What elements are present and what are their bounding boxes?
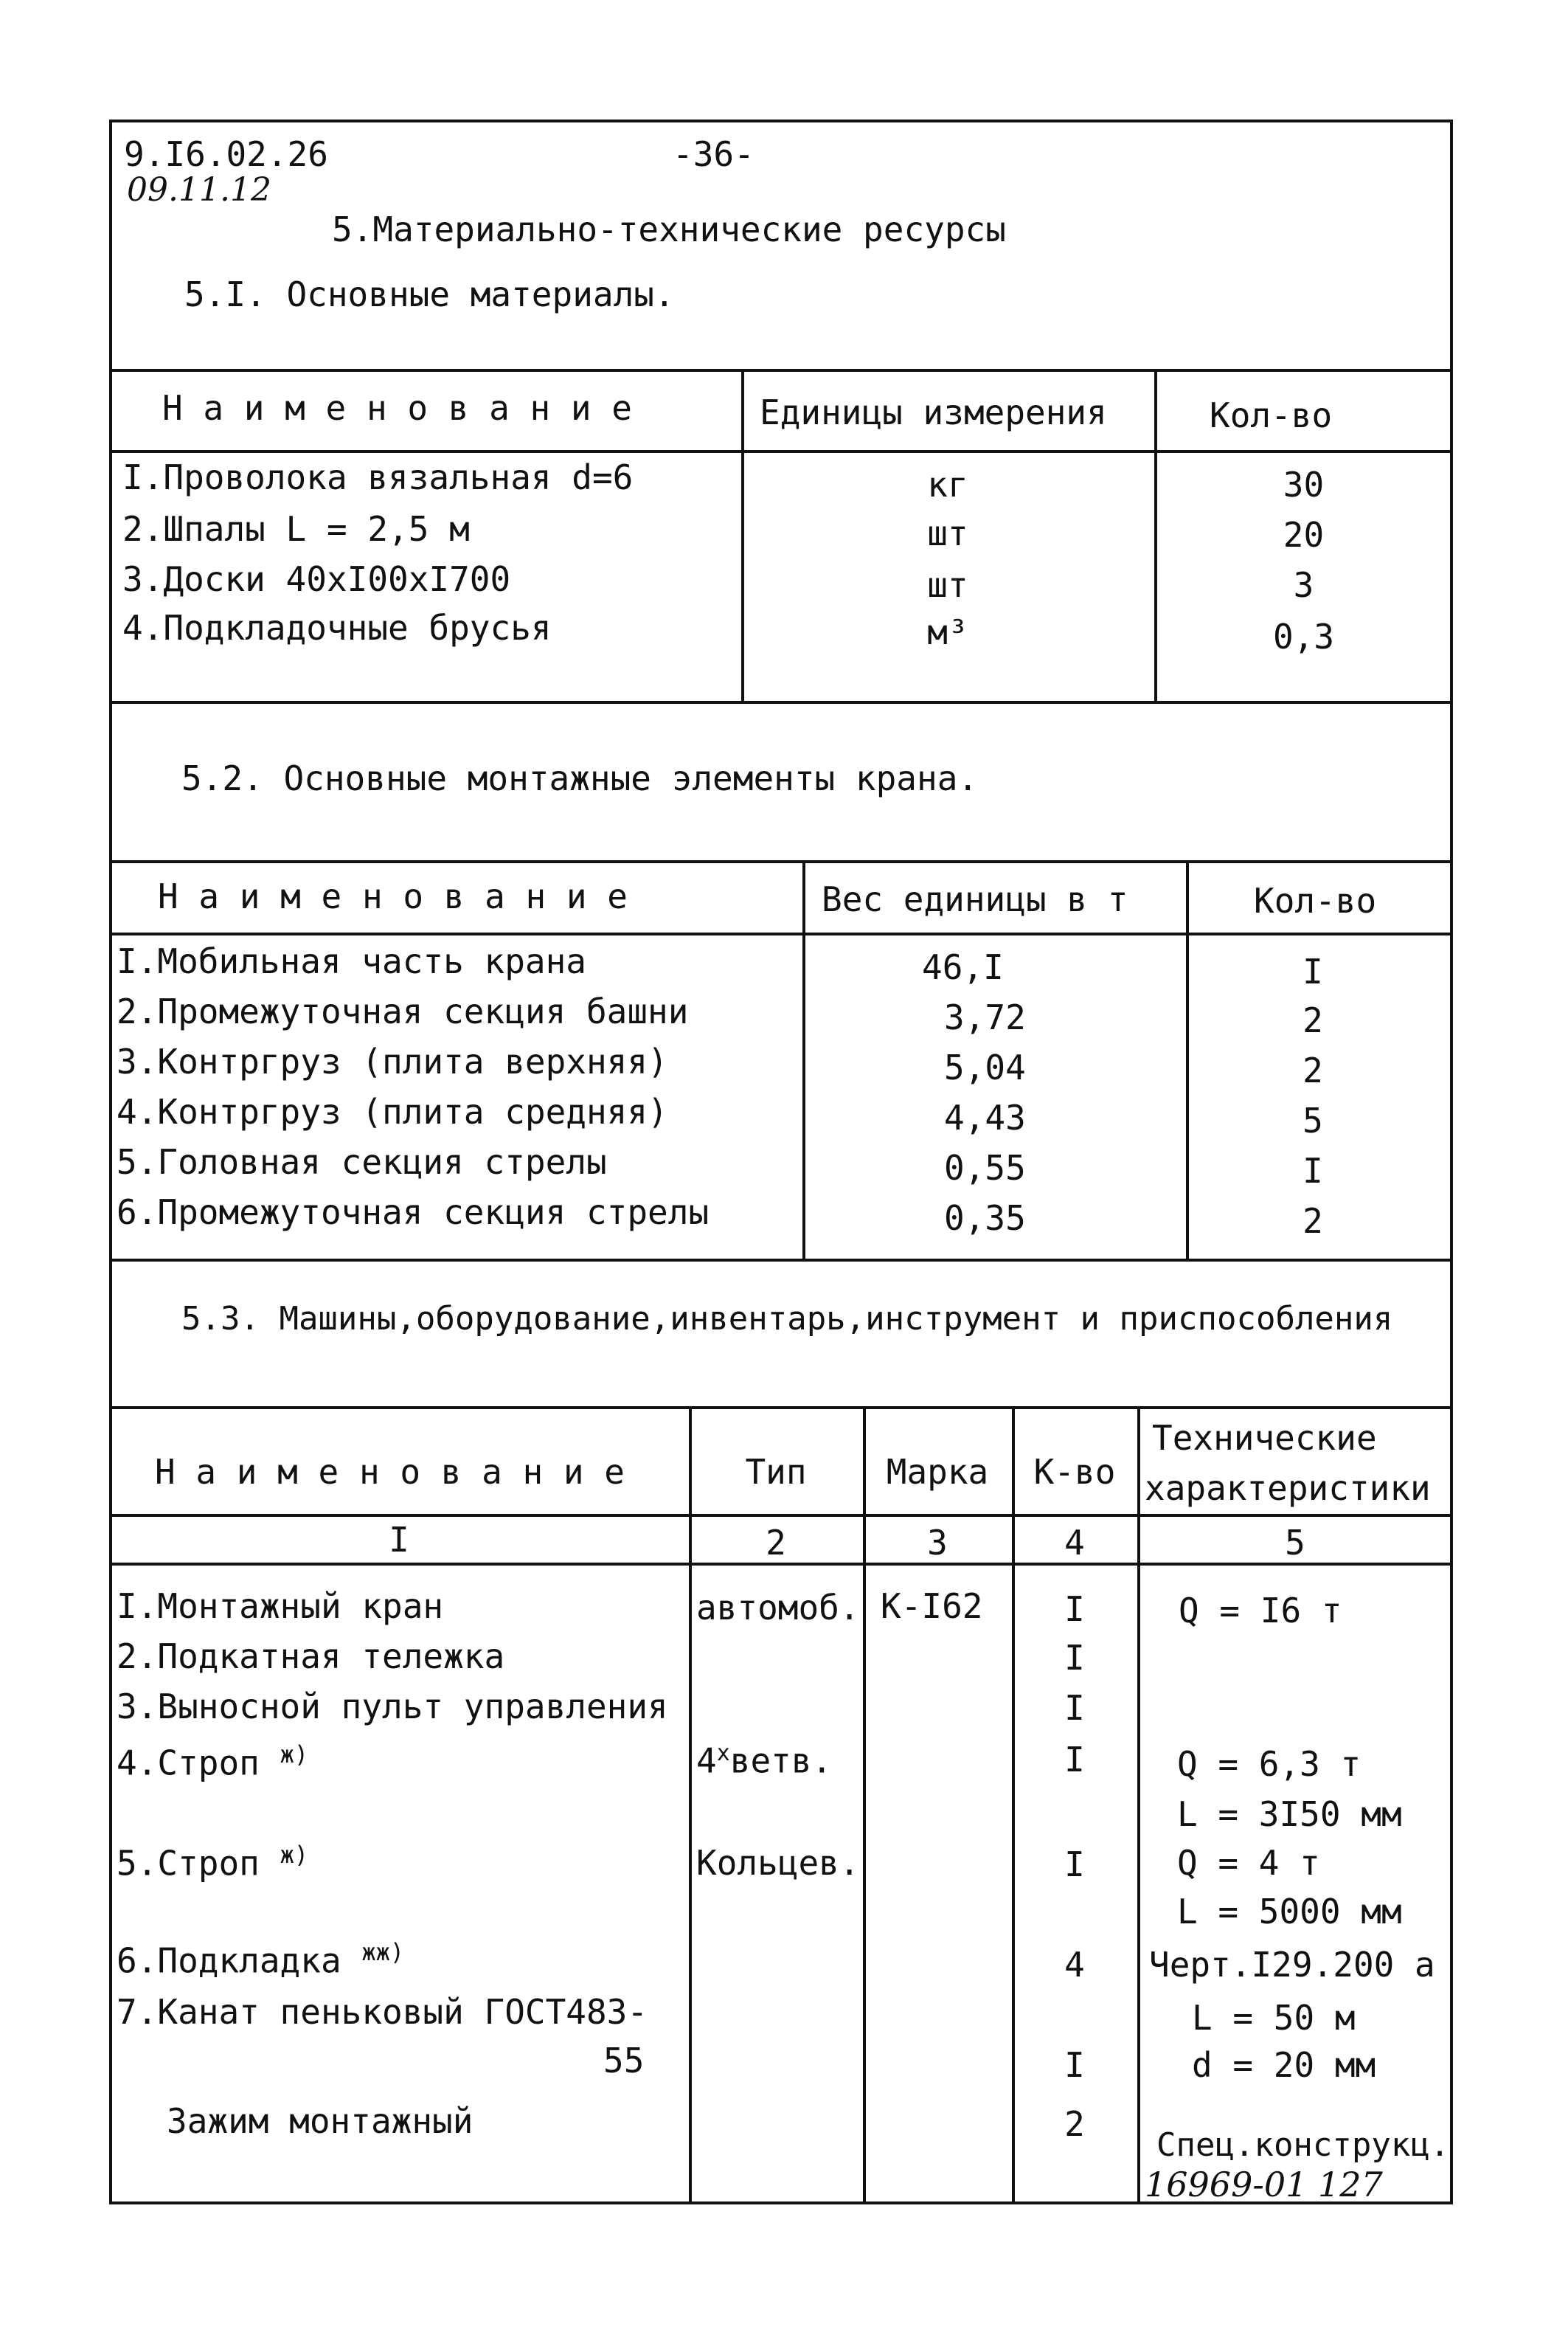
t3-row-qty: I xyxy=(1064,2045,1085,2085)
t2-col-header-name: Н а и м е н о в а н и е xyxy=(158,876,628,916)
t1-col-header-name: Н а и м е н о в а н и е xyxy=(162,388,632,428)
t3-row-qty: 2 xyxy=(1064,2104,1085,2144)
t2-row-name: 3.Контргруз (плита верхняя) xyxy=(117,1042,668,1082)
t2-bottom-line xyxy=(109,1259,1453,1262)
t3-row-name-text: 5.Строп xyxy=(117,1843,260,1884)
t1-row-unit: шт xyxy=(927,565,968,605)
t3-top-line xyxy=(109,1406,1453,1409)
t3-row-tech: Черт.I29.200 а xyxy=(1149,1945,1435,1985)
t3-row-name: 7.Канат пеньковый ГОСТ483- xyxy=(117,1992,648,2032)
section-5-1-title: 5.I. Основные материалы. xyxy=(184,274,675,314)
t3-row-brand: К-I62 xyxy=(881,1586,983,1626)
t3-row-qty: I xyxy=(1064,1589,1085,1629)
t3-row-qty: 4 xyxy=(1064,1945,1085,1985)
t3-row-tech: Q = 4 т xyxy=(1177,1843,1320,1883)
t1-row-qty: 20 xyxy=(1283,515,1325,555)
handwritten-doc-number: 16969-01 127 xyxy=(1145,2165,1383,2204)
t1-row-qty: 30 xyxy=(1283,465,1325,505)
t1-row-name: I.Проволока вязальная d=6 xyxy=(122,457,634,497)
t3-row-type-base: 4 xyxy=(696,1740,717,1781)
t2-row-qty: 2 xyxy=(1302,1051,1323,1090)
t1-top-line xyxy=(109,369,1453,372)
t2-row-weight: 3,72 xyxy=(944,997,1026,1037)
t3-row-name: 2.Подкатная тележка xyxy=(117,1636,505,1676)
t2-row-qty: 2 xyxy=(1302,1000,1323,1040)
t1-row-unit: м³ xyxy=(927,612,968,652)
t2-row-qty: I xyxy=(1302,952,1323,992)
t2-row-qty: I xyxy=(1302,1151,1323,1191)
t3-numbers-line xyxy=(109,1563,1453,1566)
t2-col-divider-1 xyxy=(802,860,805,1260)
t1-col-header-qty: Кол-во xyxy=(1210,395,1333,435)
t1-header-line xyxy=(109,450,1453,453)
page-number: -36- xyxy=(673,134,754,174)
t1-row-unit: шт xyxy=(927,513,968,553)
footnote-mark: ж) xyxy=(280,1740,309,1768)
t2-row-name: I.Мобильная часть крана xyxy=(117,941,586,981)
t3-row-tech: Q = I6 т xyxy=(1179,1591,1342,1630)
t3-col-header-tech-2: характеристики xyxy=(1145,1468,1431,1508)
t3-row-type-rest: ветв. xyxy=(729,1740,833,1781)
t3-col-number: 3 xyxy=(927,1523,948,1563)
t3-row-name-text: 4.Строп xyxy=(117,1743,260,1783)
t3-col-header-qty: К-во xyxy=(1033,1452,1116,1492)
t3-col-number: 5 xyxy=(1285,1523,1305,1563)
t3-row-qty: I xyxy=(1064,1688,1085,1728)
t1-row-name: 2.Шпалы L = 2,5 м xyxy=(122,509,470,549)
t3-row-name: 3.Выносной пульт управления xyxy=(117,1687,668,1726)
t2-col-divider-2 xyxy=(1186,860,1189,1260)
t2-row-name: 4.Контргруз (плита средняя) xyxy=(117,1092,668,1132)
t2-row-weight: 5,04 xyxy=(944,1048,1026,1087)
t3-row-tech: Q = 6,3 т xyxy=(1177,1744,1361,1784)
t3-row-tech: Спец.конструкц. xyxy=(1156,2126,1450,2164)
t3-row-name xyxy=(117,1841,309,1884)
t3-col-header-brand: Марка xyxy=(886,1452,989,1492)
t1-row-qty: 3 xyxy=(1293,565,1314,605)
t3-row-name xyxy=(117,1938,405,1981)
t2-row-weight: 0,55 xyxy=(944,1148,1026,1188)
t3-row-tech: L = 50 м xyxy=(1192,1998,1356,2038)
t3-row-name: I.Монтажный кран xyxy=(117,1586,444,1626)
t2-row-name: 6.Промежуточная секция стрелы xyxy=(117,1192,710,1232)
t1-row-unit: кг xyxy=(927,465,968,505)
t3-row-type-sup: x xyxy=(716,1740,730,1766)
t2-row-weight: 0,35 xyxy=(944,1198,1026,1238)
t3-row-tech: L = 3I50 мм xyxy=(1177,1794,1402,1834)
t1-row-name: 4.Подкладочные брусья xyxy=(122,608,552,648)
t2-col-header-weight: Вес единицы в т xyxy=(822,879,1128,919)
t2-row-weight: 4,43 xyxy=(944,1098,1026,1138)
t3-row-type: автомоб. xyxy=(696,1588,860,1628)
t3-col-header-type: Тип xyxy=(745,1452,807,1492)
section-5-3-title: 5.3. Машины,оборудование,инвентарь,инструмент и приспособления xyxy=(181,1300,1393,1338)
t2-col-header-qty: Кол-во xyxy=(1254,881,1377,921)
t3-col-header-tech-1: Технические xyxy=(1152,1418,1377,1458)
t3-row-type xyxy=(696,1740,833,1781)
t3-row-tech: d = 20 мм xyxy=(1192,2045,1376,2085)
t3-row-name-cont: 55 xyxy=(603,2041,645,2081)
t3-row-type: Кольцев. xyxy=(696,1843,860,1883)
t3-col-number: 4 xyxy=(1064,1523,1085,1563)
t3-row-name xyxy=(117,1740,309,1783)
t2-row-weight: 46,I xyxy=(922,947,1004,987)
t3-row-qty: I xyxy=(1064,1740,1085,1779)
t3-row-qty: I xyxy=(1064,1844,1085,1884)
footnote-mark: ж) xyxy=(280,1841,309,1869)
t1-col-header-unit: Единицы измерения xyxy=(760,392,1107,432)
handwritten-date: 09.11.12 xyxy=(127,171,271,209)
t3-row-tech: L = 5000 мм xyxy=(1177,1892,1402,1931)
section-5-title: 5.Материально-технические ресурсы xyxy=(332,210,1006,249)
t3-row-name: Зажим монтажный xyxy=(167,2101,473,2141)
t2-row-name: 5.Головная секция стрелы xyxy=(117,1142,607,1182)
t2-row-qty: 5 xyxy=(1302,1101,1323,1141)
footnote-mark: жж) xyxy=(361,1938,405,1966)
t3-row-name-text: 6.Подкладка xyxy=(117,1940,341,1981)
t2-header-line xyxy=(109,933,1453,935)
t2-top-line xyxy=(109,860,1453,863)
t2-row-qty: 2 xyxy=(1302,1201,1323,1241)
t3-col-number: 2 xyxy=(766,1523,786,1563)
doc-number: 9.I6.02.26 xyxy=(124,134,328,174)
t3-col-header-name: Н а и м е н о в а н и е xyxy=(155,1452,625,1492)
t1-row-qty: 0,3 xyxy=(1272,617,1335,657)
t3-col-number: I xyxy=(389,1520,409,1560)
t3-header-line xyxy=(109,1514,1453,1517)
t2-row-name: 2.Промежуточная секция башни xyxy=(117,992,689,1031)
t1-row-name: 3.Доски 40xI00xI700 xyxy=(122,559,511,599)
t3-row-qty: I xyxy=(1064,1638,1085,1678)
section-5-2-title: 5.2. Основные монтажные элементы крана. xyxy=(181,758,979,798)
t1-bottom-line xyxy=(109,701,1453,704)
